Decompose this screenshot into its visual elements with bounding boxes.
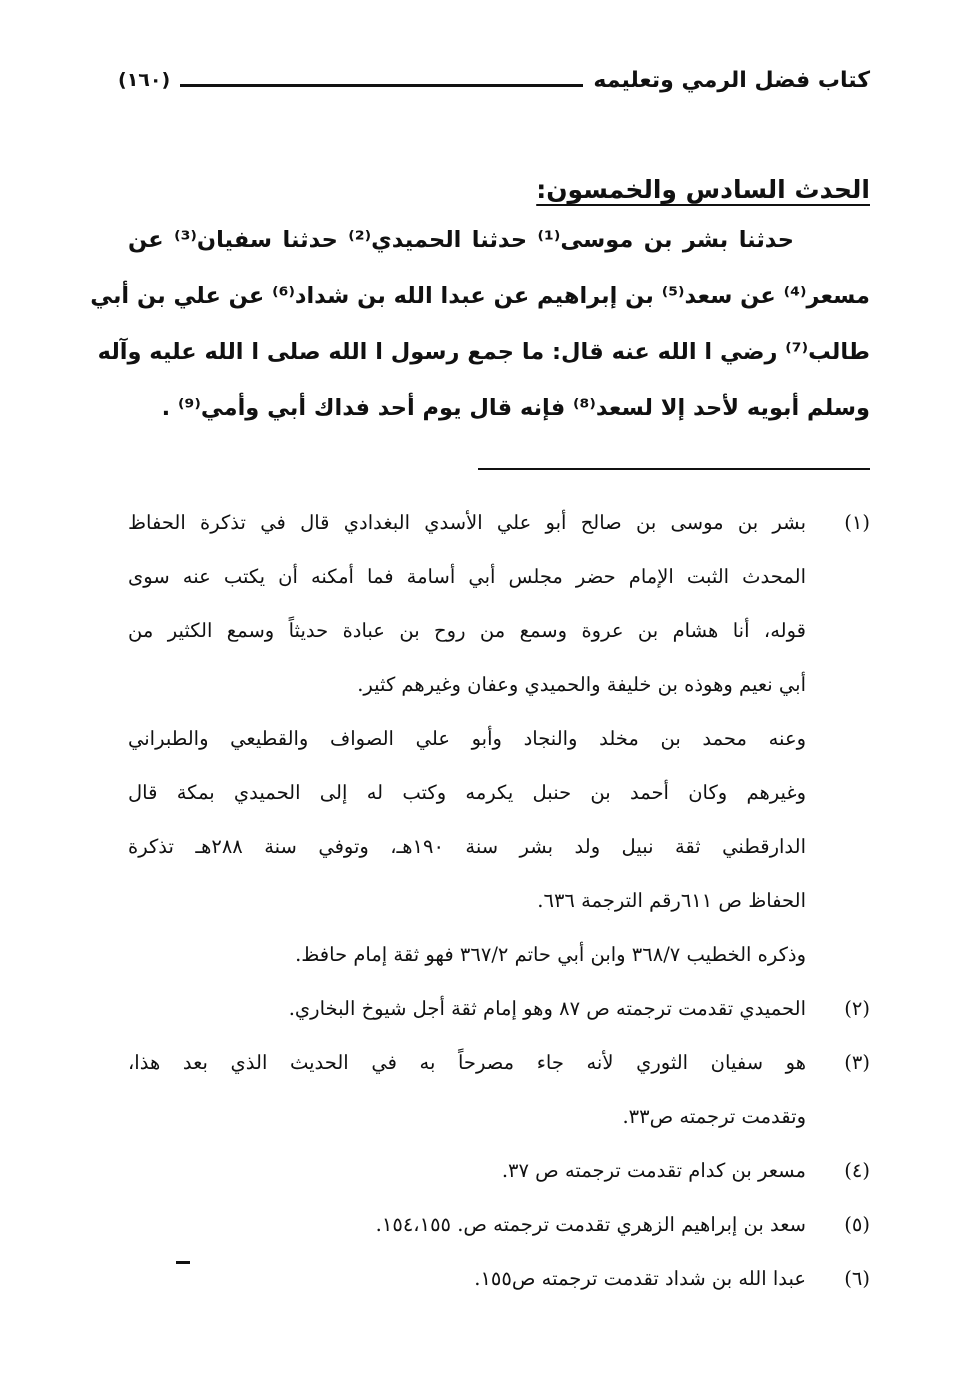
hadith-line: وسلم أبويه لأحد إلا لسعد⁽⁸⁾ فإنه قال يوم أحد فداك أبي وأمي⁽⁹⁾ .	[161, 395, 870, 421]
page-number: (١٦٠)	[118, 69, 171, 91]
footnote-body	[128, 1036, 806, 1144]
footnote-line: أبي نعيم وهوذه بن خليفة والحميدي وعفان وغيرهم كثير.	[357, 673, 806, 696]
footnote-line: مسعر بن كدام تقدمت ترجمته ص ٣٧.	[501, 1159, 806, 1182]
footnote-number: (٣)	[844, 1051, 870, 1074]
footnotes	[128, 496, 870, 1306]
footnote-number: (٦)	[844, 1267, 870, 1290]
footnote	[128, 1144, 870, 1198]
continuation-dash	[176, 1261, 190, 1264]
header-rule	[180, 84, 583, 87]
footnote	[128, 1252, 870, 1306]
footnote-line: قوله، أنا هشام بن عروة وسمع من روح بن عبادة حديثاً وسمع الكثير من	[128, 619, 806, 642]
footnote-line: وعنه محمد بن مخلد والنجاد وأبو علي الصواف والقطيعي والطبراني	[128, 727, 806, 750]
footnote-line: الحفاظ ص ٦١١رقم الترجمة ٦٣٦.	[537, 889, 806, 912]
footnote-number: (١)	[844, 511, 870, 534]
hadith-text	[90, 212, 870, 436]
footnote-body	[128, 1252, 806, 1306]
footnote-body	[128, 1198, 806, 1252]
footnote	[128, 496, 870, 982]
footnote-line: عبدا الله بن شداد تقدمت ترجمته ص١٥٥.	[474, 1267, 806, 1290]
running-header	[118, 62, 870, 98]
footnote-line: وذكره الخطيب ٣٦٨/٧ وابن أبي حاتم ٣٦٧/٢ فهو ثقة إمام حافظ.	[295, 943, 806, 966]
hadith-line: حدثنا بشر بن موسى⁽¹⁾ حدثنا الحميدي⁽²⁾ حدثنا سفيان⁽³⁾ عن	[128, 227, 794, 253]
hadith-line: مسعر⁽⁴⁾ عن سعد⁽⁵⁾ بن إبراهيم عن عبدا الله بن شداد⁽⁶⁾ عن علي بن أبي	[90, 283, 870, 309]
footnote-body	[128, 982, 806, 1036]
hadith-line: طالب⁽⁷⁾ رضي ا الله عنه قال: ما جمع رسول ا الله صلى ا الله عليه وآله	[97, 339, 870, 365]
footnote-line: سعد بن إبراهيم الزهري تقدمت ترجمته ص. ١٥٤،١٥٥.	[375, 1213, 806, 1236]
footnote-body	[128, 1144, 806, 1198]
footnote-line: بشر بن موسى بن صالح أبو علي الأسدي البغدادي قال في تذكرة الحفاظ	[128, 511, 806, 534]
footnote-line: المحدث الثبت الإمام حضر مجلس أبي أسامة فما أمكنه أن يكتب عنه سوى	[128, 565, 806, 588]
footnote-separator	[478, 468, 870, 470]
footnote	[128, 1198, 870, 1252]
hadith-section	[90, 168, 870, 436]
footnote-line: وغيرهم وكان أحمد بن حنبل يكرمه وكتب له إلى الحميدي بمكة قال	[128, 781, 806, 804]
book-title: كتاب فضل الرمي وتعليمه	[593, 67, 870, 93]
footnote-line: وتقدمت ترجمته ص٣٣.	[622, 1105, 806, 1128]
footnote-number: (٤)	[844, 1159, 870, 1182]
footnote-line: الدارقطني ثقة نبيل ولد بشر سنة ١٩٠هـ، وتوفي سنة ٢٨٨هـ تذكرة	[128, 835, 807, 858]
footnote-number: (٥)	[844, 1213, 870, 1236]
footnote-body	[128, 496, 806, 982]
footnote-number: (٢)	[844, 997, 870, 1020]
footnote-line: الحميدي تقدمت ترجمته ص ٨٧ وهو إمام ثقة أجل شيوخ البخاري.	[288, 997, 806, 1020]
footnote	[128, 1036, 870, 1144]
hadith-heading: الحدث السادس والخمسون:	[536, 175, 870, 204]
footnote	[128, 982, 870, 1036]
footnote-line: هو سفيان الثوري لأنه جاء مصرحاً به في الحديث الذي بعد هذا،	[128, 1051, 806, 1074]
